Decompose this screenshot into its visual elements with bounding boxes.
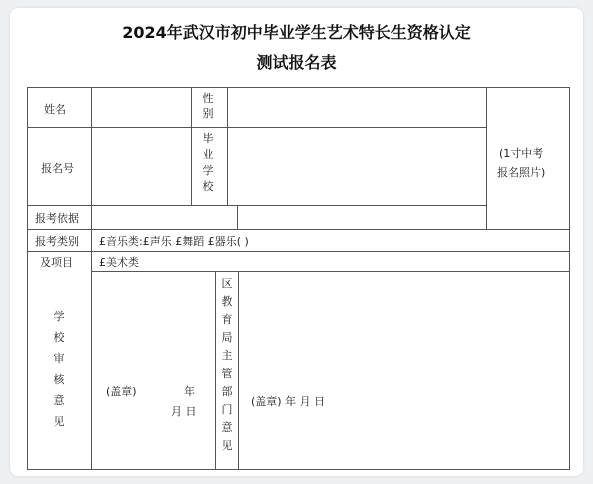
school-seal-text: (盖章) (106, 385, 137, 398)
category-label-line2: 及项目 (40, 256, 73, 269)
application-basis-field-extra[interactable] (239, 207, 484, 227)
name-label: 姓名 (44, 103, 66, 116)
school-review-label: 学 校 审 核 意 见 (53, 310, 65, 428)
graduation-school-field[interactable] (229, 130, 484, 202)
bureau-seal-date-text: (盖章) 年 月 日 (251, 395, 326, 408)
name-field[interactable] (92, 91, 190, 125)
application-basis-field[interactable] (92, 207, 235, 227)
graduation-school-label: 毕 业 学 校 (202, 132, 214, 193)
photo-note-line2: 报名照片) (497, 166, 546, 179)
school-date-text: 月 日 (171, 405, 197, 418)
gender-label: 性 别 (202, 92, 214, 120)
registration-number-label: 报名号 (41, 162, 74, 175)
registration-number-field[interactable] (92, 130, 190, 202)
category-options-music[interactable]: £音乐类:£声乐 £舞蹈 £器乐( ) (99, 235, 249, 248)
school-year-text: 年 (184, 385, 195, 398)
gender-field[interactable] (229, 91, 484, 125)
category-label-line1: 报考类别 (35, 235, 79, 248)
application-basis-label: 报考依据 (35, 212, 79, 225)
form-subtitle: 测试报名表 (256, 53, 337, 72)
category-options-art[interactable]: £美术类 (99, 256, 139, 269)
district-bureau-label: 区 教 育 局 主 管 部 门 意 见 (221, 277, 233, 452)
form-title: 2024年武汉市初中毕业学生艺术特长生资格认定 (122, 23, 471, 42)
photo-note-line1: (1寸中考 (499, 147, 544, 160)
